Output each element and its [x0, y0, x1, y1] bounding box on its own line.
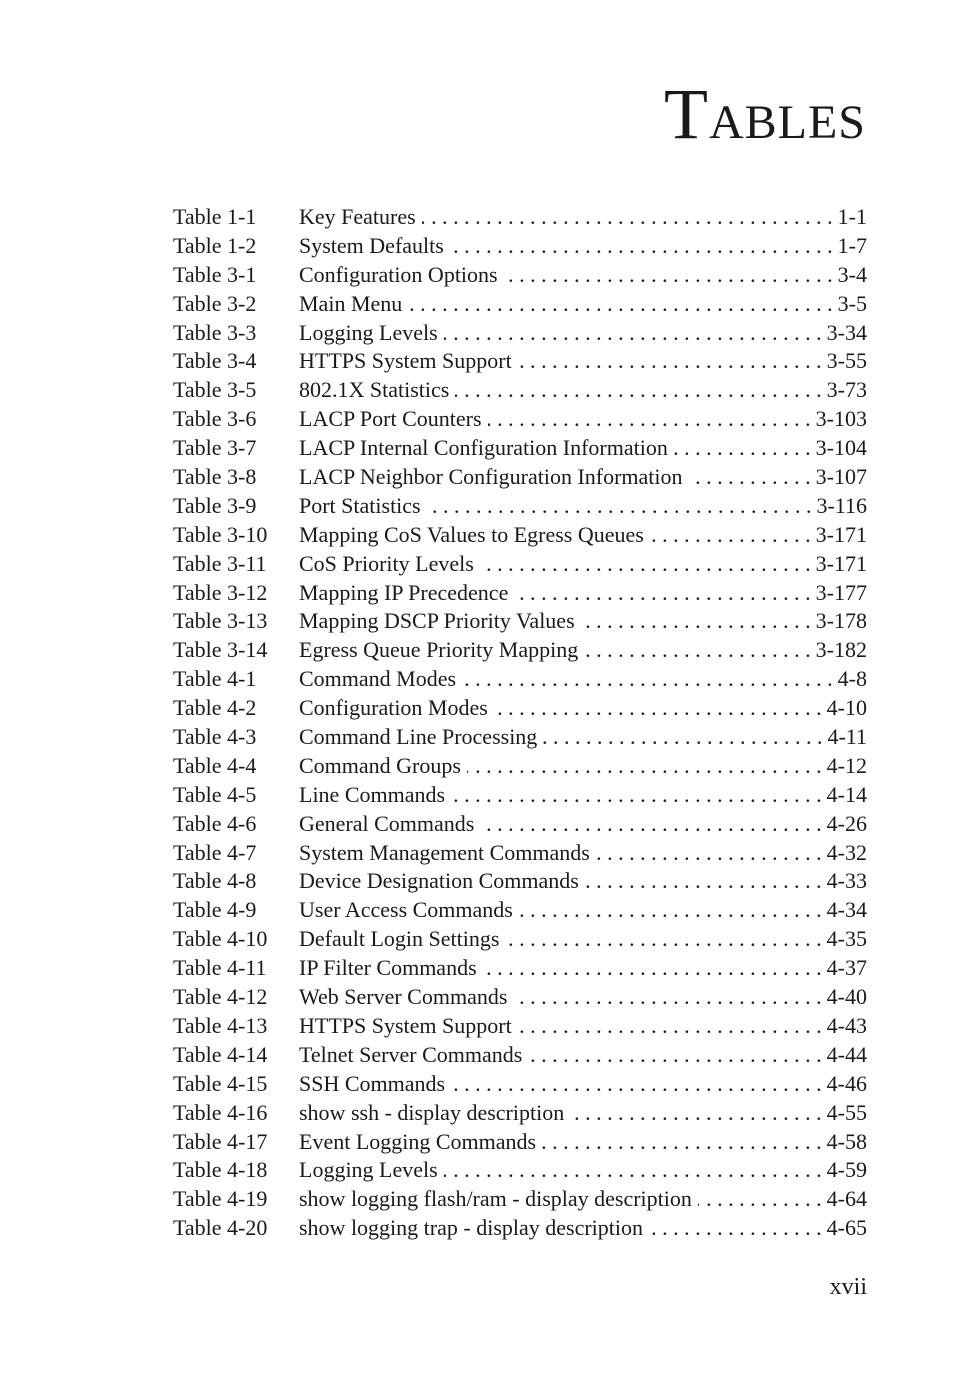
dot-leader	[451, 781, 822, 810]
toc-entry[interactable]	[173, 232, 867, 261]
toc-entry[interactable]	[173, 752, 867, 781]
entry-table-number: Table 1-2	[173, 232, 257, 258]
entry-title: Web Server Commands	[299, 984, 508, 1010]
dot-leader	[584, 636, 810, 665]
entry-page-number: 3-178	[815, 608, 867, 634]
entry-page-number: 4-26	[826, 810, 867, 836]
dot-leader	[505, 925, 821, 954]
entry-table-number: Table 3-9	[173, 492, 257, 518]
toc-entry[interactable]	[173, 954, 867, 983]
entry-title: System Management Commands	[299, 839, 590, 865]
dot-leader	[444, 1156, 822, 1185]
dot-leader	[543, 723, 822, 752]
toc-entry[interactable]	[173, 434, 867, 463]
dot-leader	[689, 463, 811, 492]
entry-table-number: Table 3-6	[173, 406, 257, 432]
toc-entry[interactable]	[173, 723, 867, 752]
entry-table-number: Table 3-2	[173, 290, 257, 316]
entry-page-number: 3-182	[815, 637, 867, 663]
toc-entry[interactable]	[173, 896, 867, 925]
entry-table-number: Table 3-7	[173, 435, 257, 461]
toc-entry[interactable]	[173, 1041, 867, 1070]
entry-table-number: Table 4-1	[173, 666, 257, 692]
entry-title: General Commands	[299, 810, 475, 836]
entry-table-number: Table 3-13	[173, 608, 268, 634]
toc-entry[interactable]	[173, 983, 867, 1012]
entry-table-number: Table 4-15	[173, 1070, 268, 1096]
dot-leader	[513, 983, 821, 1012]
entry-title: Mapping DSCP Priority Values	[299, 608, 575, 634]
toc-entry[interactable]	[173, 607, 867, 636]
entry-table-number: Table 4-16	[173, 1099, 268, 1125]
entry-table-number: Table 4-17	[173, 1128, 268, 1154]
entry-title: LACP Port Counters	[299, 406, 482, 432]
entry-table-number: Table 4-8	[173, 868, 257, 894]
entry-page-number: 3-171	[815, 550, 867, 576]
entry-title: show logging trap - display description	[299, 1215, 644, 1241]
entry-page-number: 3-34	[826, 319, 867, 345]
entry-table-number: Table 4-3	[173, 724, 257, 750]
entry-page-number: 1-1	[837, 204, 867, 229]
entry-title: SSH Commands	[299, 1070, 446, 1096]
entry-title: Logging Levels	[299, 1157, 438, 1183]
entry-title: Configuration Options	[299, 261, 498, 287]
entry-page-number: 3-55	[826, 348, 867, 374]
entry-title: Logging Levels	[299, 319, 438, 345]
toc-entry[interactable]	[173, 261, 867, 290]
dot-leader	[514, 579, 810, 608]
dot-leader	[408, 290, 832, 319]
dot-leader	[480, 550, 811, 579]
dot-leader	[570, 1099, 821, 1128]
dot-leader	[444, 319, 822, 348]
entry-table-number: Table 4-11	[173, 955, 267, 981]
toc-entry[interactable]	[173, 1214, 867, 1243]
entry-page-number: 4-10	[826, 695, 867, 721]
toc-entry[interactable]	[173, 1099, 867, 1128]
entry-page-number: 4-65	[826, 1215, 867, 1241]
page-number: xvii	[829, 1274, 867, 1300]
title-initial: T	[664, 74, 709, 154]
entry-table-number: Table 3-14	[173, 637, 268, 663]
entry-page-number: 3-104	[815, 435, 867, 461]
entry-title: System Defaults	[299, 232, 444, 258]
entry-table-number: Table 3-8	[173, 464, 257, 490]
entry-page-number: 3-116	[816, 492, 867, 518]
dot-leader	[450, 232, 833, 261]
entry-table-number: Table 4-13	[173, 1012, 268, 1038]
toc-entry[interactable]	[173, 579, 867, 608]
dot-leader	[542, 1128, 822, 1157]
dot-leader	[581, 607, 811, 636]
entry-title: HTTPS System Support	[299, 348, 512, 374]
entry-page-number: 3-103	[815, 406, 867, 432]
toc-entry[interactable]	[173, 636, 867, 665]
entry-table-number: Table 3-5	[173, 377, 257, 403]
dot-leader	[427, 492, 812, 521]
toc-entry[interactable]	[173, 203, 867, 232]
entry-page-number: 3-5	[837, 290, 867, 316]
entry-table-number: Table 4-4	[173, 752, 257, 778]
entry-page-number: 4-8	[837, 666, 867, 692]
entry-table-number: Table 3-3	[173, 319, 257, 345]
dot-leader	[480, 810, 821, 839]
entry-page-number: 4-33	[826, 868, 867, 894]
entry-table-number: Table 4-2	[173, 695, 257, 721]
entry-page-number: 4-34	[826, 897, 867, 923]
entry-title: Mapping CoS Values to Egress Queues	[299, 521, 644, 547]
entry-title: Event Logging Commands	[299, 1128, 537, 1154]
page-title	[664, 74, 866, 154]
entry-title: Line Commands	[299, 781, 446, 807]
toc-entry[interactable]	[173, 492, 867, 521]
toc-entry[interactable]	[173, 521, 867, 550]
entry-title: Port Statistics	[299, 492, 421, 518]
entry-title: LACP Neighbor Configuration Information	[299, 464, 683, 490]
entry-page-number: 4-32	[826, 839, 867, 865]
toc-entry[interactable]	[173, 550, 867, 579]
entry-table-number: Table 4-9	[173, 897, 257, 923]
entry-title: 802.1X Statistics	[299, 377, 450, 403]
entry-page-number: 3-177	[815, 579, 867, 605]
toc-entry[interactable]	[173, 694, 867, 723]
entry-table-number: Table 4-12	[173, 984, 268, 1010]
entry-table-number: Table 4-6	[173, 810, 257, 836]
entry-title: Key Features	[299, 204, 416, 229]
entry-page-number: 4-59	[826, 1157, 867, 1183]
toc-entry[interactable]	[173, 1070, 867, 1099]
dot-leader	[674, 434, 811, 463]
entry-title: Telnet Server Commands	[299, 1041, 523, 1067]
dot-leader	[596, 839, 822, 868]
dot-leader	[494, 694, 822, 723]
entry-title: Default Login Settings	[299, 926, 500, 952]
dot-leader	[455, 376, 821, 405]
dot-leader	[488, 405, 811, 434]
entry-title: Mapping IP Precedence	[299, 579, 509, 605]
entry-page-number: 4-43	[826, 1012, 867, 1038]
toc-entry[interactable]	[173, 810, 867, 839]
entry-title: show logging flash/ram - display description	[299, 1186, 692, 1212]
entry-table-number: Table 4-14	[173, 1041, 268, 1067]
entry-table-number: Table 3-4	[173, 348, 257, 374]
dot-leader	[483, 954, 822, 983]
dot-leader	[585, 867, 822, 896]
dot-leader	[504, 261, 833, 290]
entry-page-number: 4-14	[826, 781, 867, 807]
entry-table-number: Table 1-1	[173, 204, 257, 229]
dot-leader	[649, 1214, 822, 1243]
entry-page-number: 4-35	[826, 926, 867, 952]
dot-leader	[422, 203, 833, 232]
entry-table-number: Table 3-10	[173, 521, 268, 547]
entry-page-number: 4-12	[826, 752, 867, 778]
entry-title: show ssh - display description	[299, 1099, 565, 1125]
toc-entry[interactable]	[173, 867, 867, 896]
entry-title: Command Modes	[299, 666, 457, 692]
entry-page-number: 1-7	[837, 232, 867, 258]
toc-entry[interactable]	[173, 347, 867, 376]
toc-entry[interactable]	[173, 1128, 867, 1157]
entry-table-number: Table 3-11	[173, 550, 267, 576]
toc-entry[interactable]	[173, 376, 867, 405]
dot-leader	[698, 1185, 822, 1214]
dot-leader	[467, 752, 822, 781]
entry-table-number: Table 4-18	[173, 1157, 268, 1183]
toc-entry[interactable]	[173, 405, 867, 434]
entry-table-number: Table 3-1	[173, 261, 257, 287]
toc-entry[interactable]	[173, 839, 867, 868]
entry-title: LACP Internal Configuration Information	[299, 435, 668, 461]
entry-title: IP Filter Commands	[299, 955, 477, 981]
entry-title: User Access Commands	[299, 897, 513, 923]
entry-table-number: Table 4-10	[173, 926, 268, 952]
dot-leader	[650, 521, 811, 550]
entry-page-number: 3-4	[837, 261, 867, 287]
toc-entry[interactable]	[173, 781, 867, 810]
toc-entry[interactable]	[173, 1156, 867, 1185]
entry-table-number: Table 4-20	[173, 1215, 268, 1241]
dot-leader	[518, 347, 822, 376]
entry-page-number: 4-44	[826, 1041, 867, 1067]
entry-title: Command Line Processing	[299, 724, 538, 750]
entry-title: CoS Priority Levels	[299, 550, 474, 576]
title-rest: ABLES	[708, 96, 866, 149]
entry-page-number: 4-46	[826, 1070, 867, 1096]
table-list	[173, 203, 867, 1243]
toc-entry[interactable]	[173, 319, 867, 348]
entry-title: HTTPS System Support	[299, 1012, 512, 1038]
entry-table-number: Table 3-12	[173, 579, 268, 605]
entry-page-number: 4-40	[826, 984, 867, 1010]
toc-entry[interactable]	[173, 463, 867, 492]
entry-page-number: 4-58	[826, 1128, 867, 1154]
entry-title: Configuration Modes	[299, 695, 488, 721]
toc-entry[interactable]	[173, 290, 867, 319]
entry-page-number: 3-171	[815, 521, 867, 547]
toc-entry[interactable]	[173, 1185, 867, 1214]
entry-page-number: 3-107	[815, 464, 867, 490]
entry-page-number: 4-64	[826, 1186, 867, 1212]
entry-title: Device Designation Commands	[299, 868, 579, 894]
dot-leader	[519, 896, 822, 925]
entry-table-number: Table 4-5	[173, 781, 257, 807]
dot-leader	[528, 1041, 821, 1070]
entry-table-number: Table 4-19	[173, 1186, 268, 1212]
toc-entry[interactable]	[173, 1012, 867, 1041]
toc-entry[interactable]	[173, 925, 867, 954]
entry-table-number: Table 4-7	[173, 839, 257, 865]
entry-title: Egress Queue Priority Mapping	[299, 637, 579, 663]
dot-leader	[518, 1012, 822, 1041]
dot-leader	[451, 1070, 822, 1099]
entry-page-number: 4-11	[827, 724, 867, 750]
dot-leader	[462, 665, 833, 694]
entry-page-number: 4-55	[826, 1099, 867, 1125]
entry-title: Command Groups	[299, 752, 461, 778]
entry-page-number: 3-73	[826, 377, 867, 403]
entry-page-number: 4-37	[826, 955, 867, 981]
toc-entry[interactable]	[173, 665, 867, 694]
entry-title: Main Menu	[299, 290, 403, 316]
